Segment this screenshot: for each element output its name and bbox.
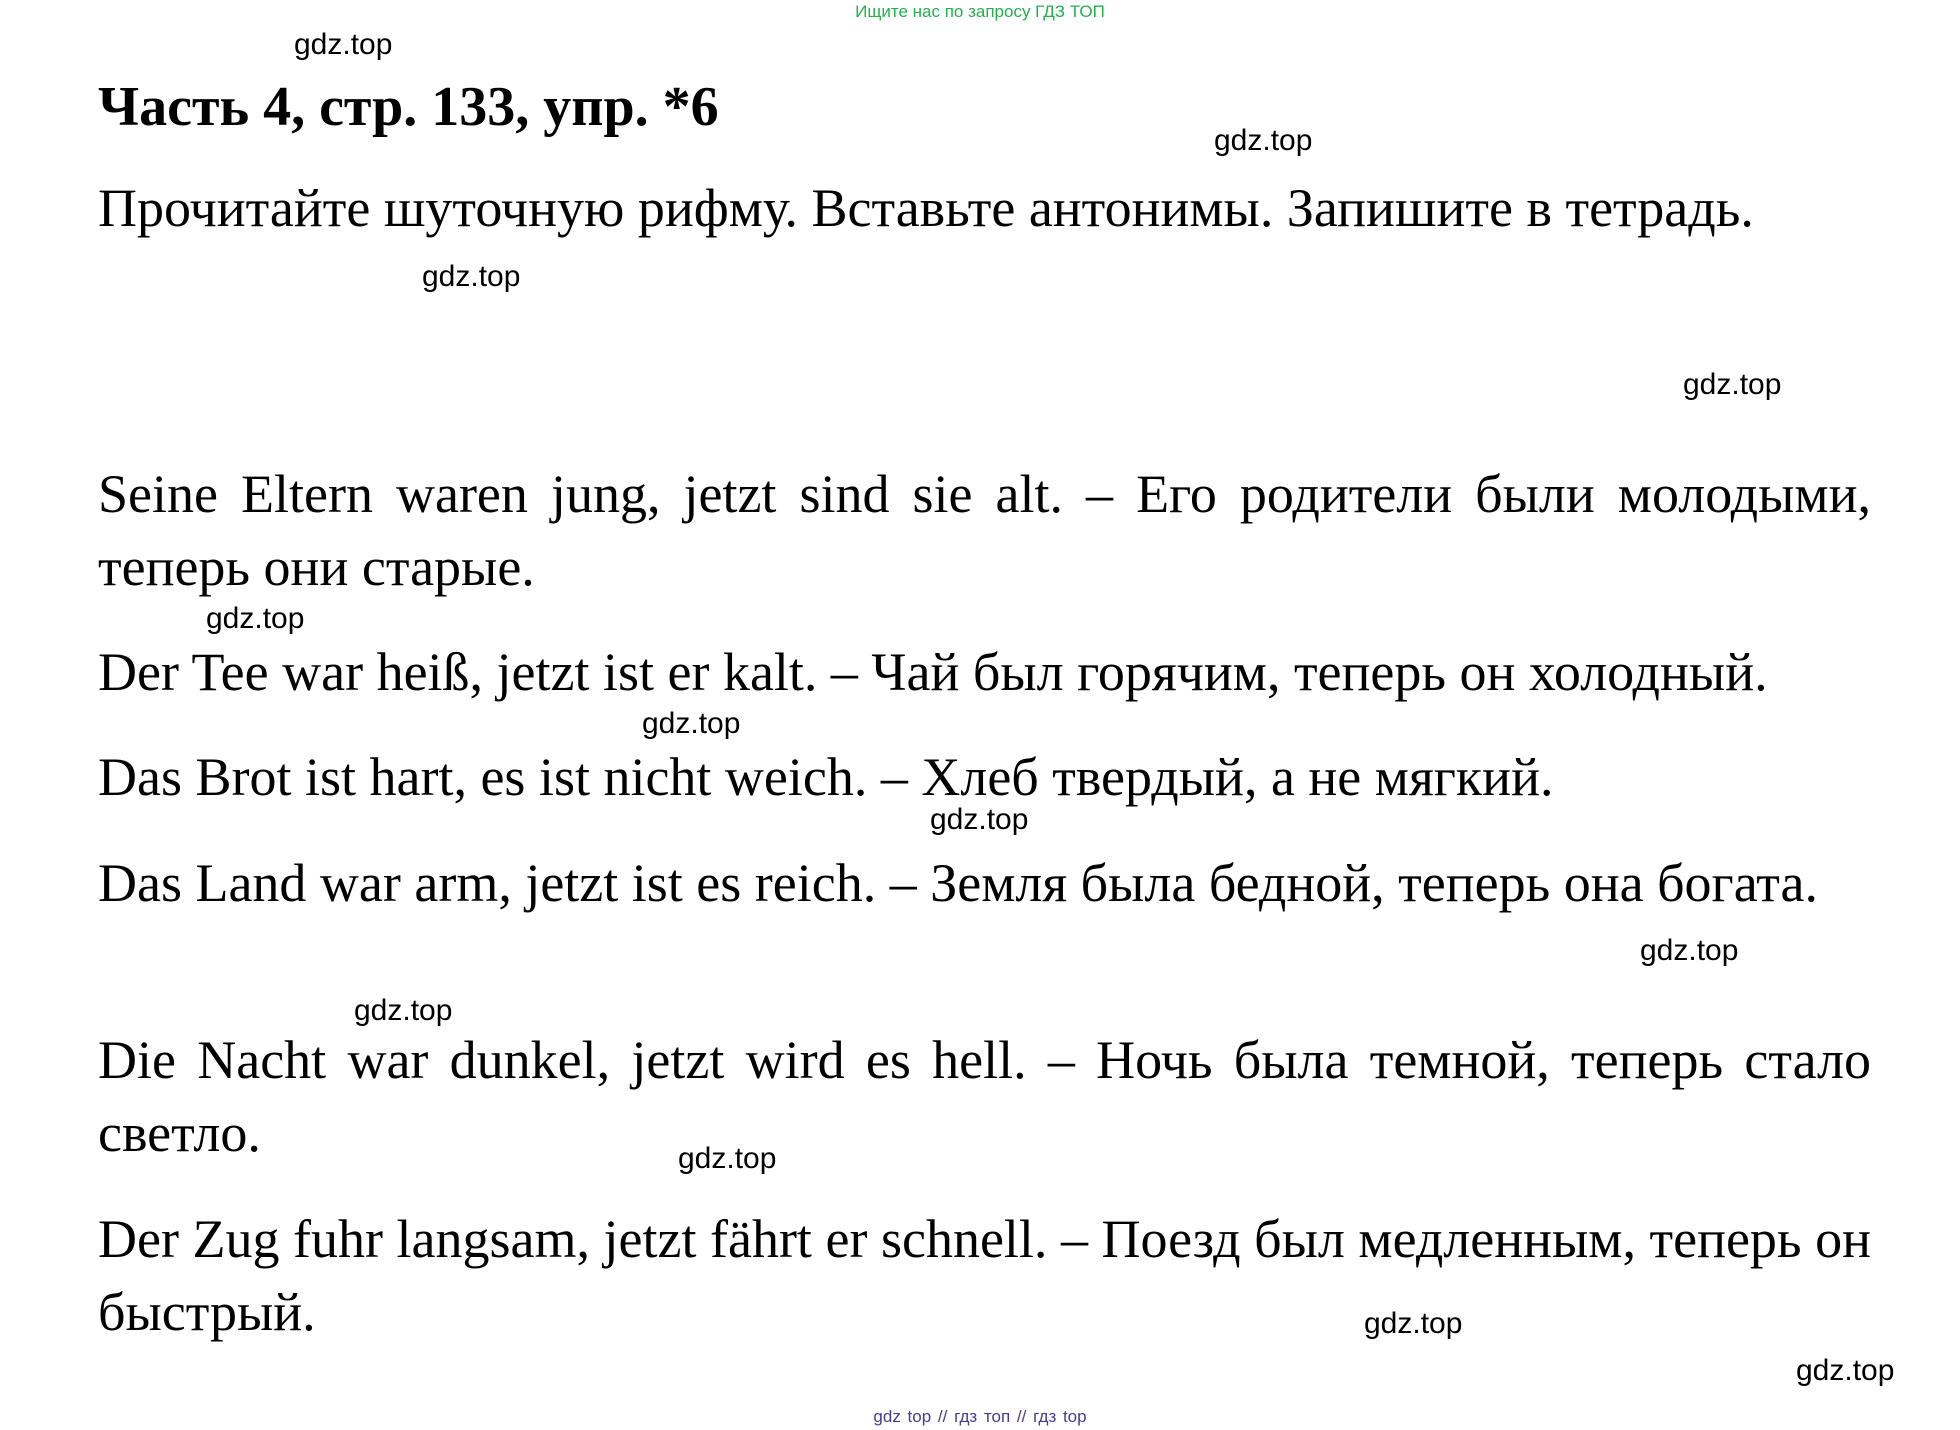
watermark: gdz.top xyxy=(1683,368,1782,401)
watermark: gdz.top xyxy=(206,602,305,635)
watermark: gdz.top xyxy=(1364,1307,1463,1340)
top-banner: Ищите нас по запросу ГДЗ ТОП xyxy=(855,2,1105,21)
sentence-6: Der Zug fuhr langsam, jetzt fährt er schnell. – Поезд был медленным, теперь он быстрый. xyxy=(98,1209,1871,1342)
task-text: Прочитайте шуточную рифму. Вставьте антонимы. Запишите в тетрадь. xyxy=(98,178,1754,238)
watermark: gdz.top xyxy=(354,994,453,1027)
sentence-5: Die Nacht war dunkel, jetzt wird es hell. – Ночь была темной, теперь стало светло. xyxy=(98,1030,1871,1163)
watermark: gdz.top xyxy=(930,803,1029,836)
watermark: gdz.top xyxy=(678,1142,777,1175)
watermark: gdz.top xyxy=(294,28,393,61)
page-title: Часть 4, стр. 133, упр. *6 xyxy=(98,76,719,138)
sentence-2: Der Tee war heiß, jetzt ist er kalt. – Чай был горячим, теперь он холодный. xyxy=(98,642,1768,702)
sentence-3: Das Brot ist hart, es ist nicht weich. – Хлеб твердый, а не мягкий. xyxy=(98,747,1554,807)
watermark: gdz.top xyxy=(422,260,521,293)
footer-links: gdz top // гдз топ // гдз top xyxy=(873,1407,1087,1426)
sentence-1: Seine Eltern waren jung, jetzt sind sie alt. – Его родители были молодыми, теперь они старые. xyxy=(98,464,1871,597)
watermark: gdz.top xyxy=(642,707,741,740)
sentence-4: Das Land war arm, jetzt ist es reich. – Земля была бедной, теперь она богата. xyxy=(98,853,1818,913)
watermark: gdz.top xyxy=(1640,934,1739,967)
watermark: gdz.top xyxy=(1214,124,1313,157)
watermark: gdz.top xyxy=(1796,1354,1895,1387)
